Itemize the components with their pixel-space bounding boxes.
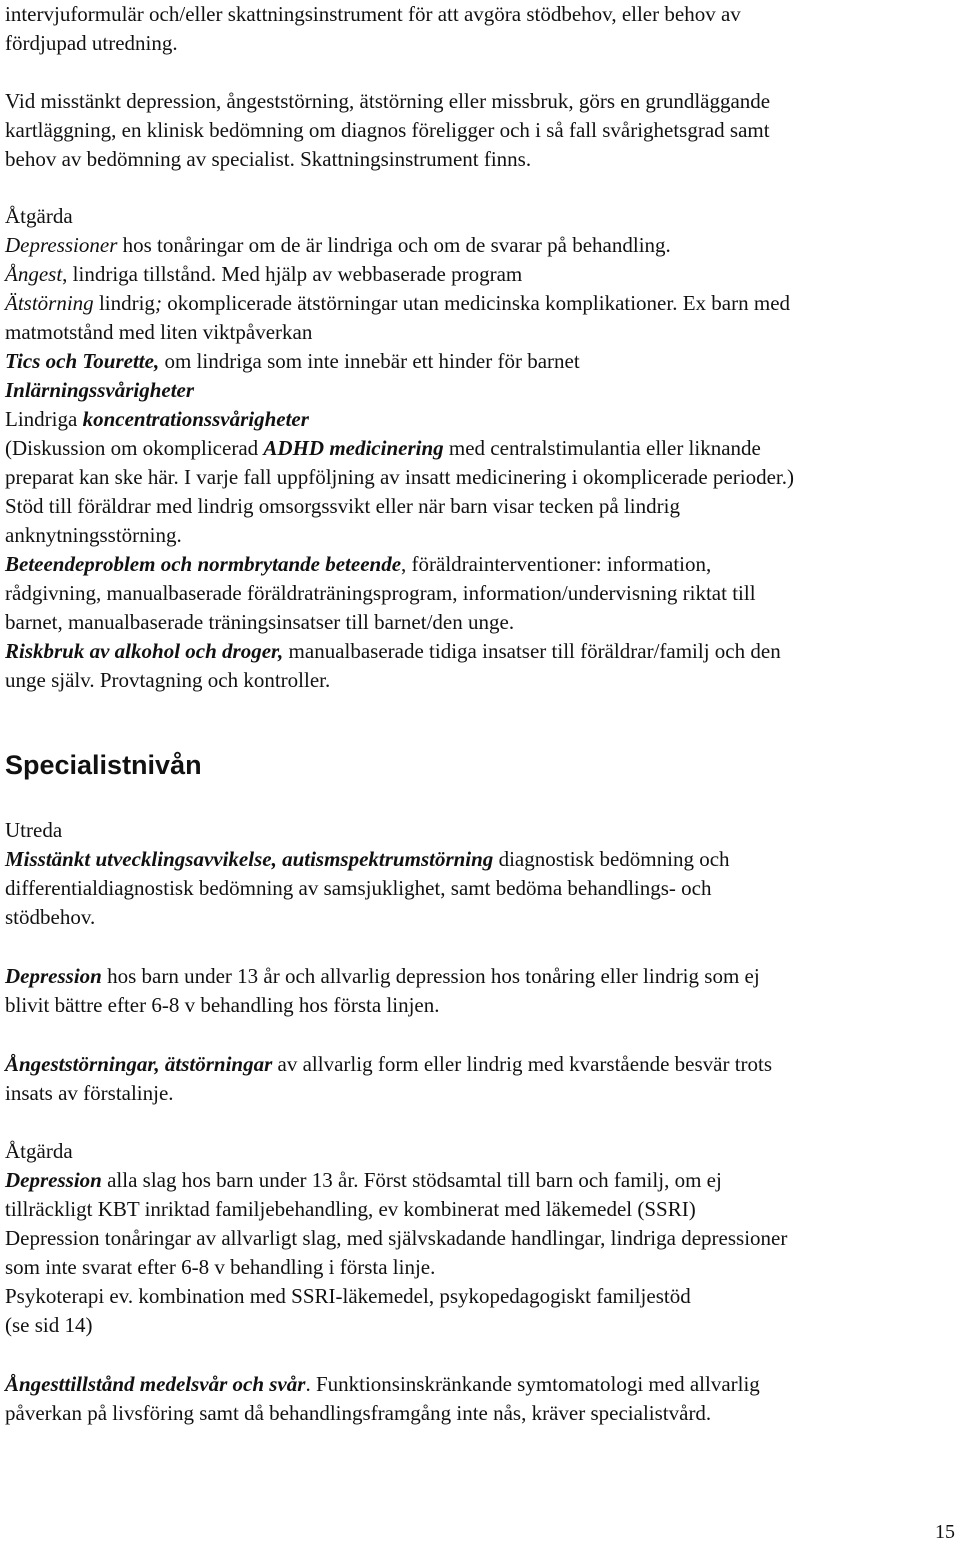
text-run: Depression tonåringar av allvarligt slag, med självskadande handlingar, lindriga depressioner <box>5 1226 788 1250</box>
text-run: (se sid 14) <box>5 1313 93 1337</box>
text-line <box>5 145 531 174</box>
text-line <box>5 1253 435 1282</box>
text-line <box>5 434 761 463</box>
text-run: (Diskussion om okomplicerad <box>5 436 264 460</box>
text-line <box>5 347 580 376</box>
text-run: Beteendeproblem och normbrytande beteende <box>5 552 402 576</box>
text-run: Utreda <box>5 818 63 842</box>
text-line <box>5 550 711 579</box>
text-run: , föräldrainterventioner: information, <box>401 552 712 576</box>
text-run: med centralstimulantia eller liknande <box>443 436 761 460</box>
text-line <box>5 1224 787 1253</box>
text-run: kartläggning, en klinisk bedömning om diagnos föreligger och i så fall svårighetsgrad samt <box>5 118 770 142</box>
text-line <box>5 521 182 550</box>
text-run: påverkan på livsföring samt då behandlingsframgång inte nås, kräver specialistvård. <box>5 1401 712 1425</box>
text-line <box>5 637 781 666</box>
text-run: hos barn under 13 år och allvarlig depression hos tonåring eller lindrig som ej <box>101 964 760 988</box>
text-line <box>5 202 73 231</box>
text-run: preparat kan ske här. I varje fall uppföljning av insatt medicinering i okomplicerade perioder.) <box>5 465 794 489</box>
text-line <box>5 608 514 637</box>
text-run: Ångesttillstånd medelsvår och svår <box>5 1372 306 1396</box>
text-run: differentialdiagnostisk bedömning av samsjuklighet, samt bedöma behandlings- och <box>5 876 712 900</box>
text-line <box>5 991 439 1020</box>
section-heading: Specialistnivån <box>5 750 202 780</box>
text-line <box>5 289 790 318</box>
text-run: av allvarlig form eller lindrig med kvarstående besvär trots <box>272 1052 773 1076</box>
text-line <box>5 29 178 58</box>
text-line <box>5 1282 691 1311</box>
text-run: blivit bättre efter 6-8 v behandling hos första linjen. <box>5 993 440 1017</box>
text-run: Inlärningssvårigheter <box>5 378 195 402</box>
text-line <box>5 1079 174 1108</box>
text-line <box>5 1370 760 1399</box>
text-run: om lindriga som inte innebär ett hinder för barnet <box>159 349 580 373</box>
text-run: Ätstörning <box>5 291 94 315</box>
text-line <box>5 1166 722 1195</box>
text-run: lindrig <box>93 291 155 315</box>
text-run: ADHD medicinering <box>263 436 444 460</box>
text-line <box>5 903 95 932</box>
text-run: barnet, manualbaserade träningsinsatser till barnet/den unge. <box>5 610 515 634</box>
text-run: koncentrationssvårigheter <box>82 407 309 431</box>
text-line <box>5 492 680 521</box>
text-run: Depression <box>5 1168 102 1192</box>
text-run: Misstänkt utvecklingsavvikelse, autismspektrumstörning <box>5 847 494 871</box>
text-run: som inte svarat efter 6-8 v behandling i första linje. <box>5 1255 436 1279</box>
text-run: Ångest <box>5 262 63 286</box>
text-line <box>5 579 756 608</box>
text-run: Depressioner <box>5 233 118 257</box>
text-line <box>5 1050 772 1079</box>
text-run: diagnostisk bedömning och <box>493 847 730 871</box>
text-run: intervjuformulär och/eller skattningsinstrument för att avgöra stödbehov, eller behov av <box>5 2 741 26</box>
text-run: Åtgärda <box>5 1139 73 1163</box>
text-run: Åtgärda <box>5 204 73 228</box>
text-line <box>5 666 330 695</box>
text-line <box>5 0 741 29</box>
page-number: 15 <box>935 1521 955 1543</box>
text-line <box>5 962 760 991</box>
text-line <box>5 376 194 405</box>
text-line <box>5 405 309 434</box>
text-line <box>5 845 730 874</box>
text-line <box>5 874 711 903</box>
text-run: matmotstånd med liten viktpåverkan <box>5 320 313 344</box>
text-run: Stöd till föräldrar med lindrig omsorgssvikt eller när barn visar tecken på lindrig <box>5 494 680 518</box>
text-run: manualbaserade tidiga insatser till föräldrar/familj och den <box>283 639 781 663</box>
text-run: . Funktionsinskränkande symtomatologi med allvarlig <box>305 1372 760 1396</box>
text-line <box>5 318 312 347</box>
text-run: unge själv. Provtagning och kontroller. <box>5 668 331 692</box>
text-line <box>5 463 794 492</box>
text-line <box>5 87 770 116</box>
text-run: ; <box>154 291 162 315</box>
text-run: tillräckligt KBT inriktad familjebehandling, ev kombinerat med läkemedel (SSRI) <box>5 1197 696 1221</box>
text-line <box>5 1311 93 1340</box>
text-line <box>5 1399 711 1428</box>
text-run: rådgivning, manualbaserade föräldraträningsprogram, information/undervisning riktat till <box>5 581 756 605</box>
text-run: Psykoterapi ev. kombination med SSRI-läkemedel, psykopedagogiskt familjestöd <box>5 1284 691 1308</box>
text-run: hos tonåringar om de är lindriga och om de svarar på behandling. <box>117 233 671 257</box>
text-line <box>5 816 62 845</box>
text-run: Lindriga <box>5 407 83 431</box>
text-run: fördjupad utredning. <box>5 31 178 55</box>
text-run: insats av förstalinje. <box>5 1081 174 1105</box>
text-line <box>5 1137 73 1166</box>
text-run: Tics och Tourette, <box>5 349 160 373</box>
text-run: Ångeststörningar, ätstörningar <box>5 1052 273 1076</box>
text-run: Riskbruk av alkohol och droger, <box>5 639 284 663</box>
text-run: Vid misstänkt depression, ångeststörning, ätstörning eller missbruk, görs en grundläggande <box>5 89 771 113</box>
text-run: okomplicerade ätstörningar utan medicinska komplikationer. Ex barn med <box>161 291 791 315</box>
text-run: stödbehov. <box>5 905 96 929</box>
text-run: Depression <box>5 964 102 988</box>
text-run: alla slag hos barn under 13 år. Först stödsamtal till barn och familj, om ej <box>101 1168 722 1192</box>
text-line <box>5 116 770 145</box>
text-run: anknytningsstörning. <box>5 523 182 547</box>
text-line <box>5 260 522 289</box>
text-line <box>5 1195 696 1224</box>
text-run: behov av bedömning av specialist. Skattningsinstrument finns. <box>5 147 532 171</box>
text-run: , lindriga tillstånd. Med hjälp av webbaserade program <box>62 262 523 286</box>
text-line <box>5 231 671 260</box>
